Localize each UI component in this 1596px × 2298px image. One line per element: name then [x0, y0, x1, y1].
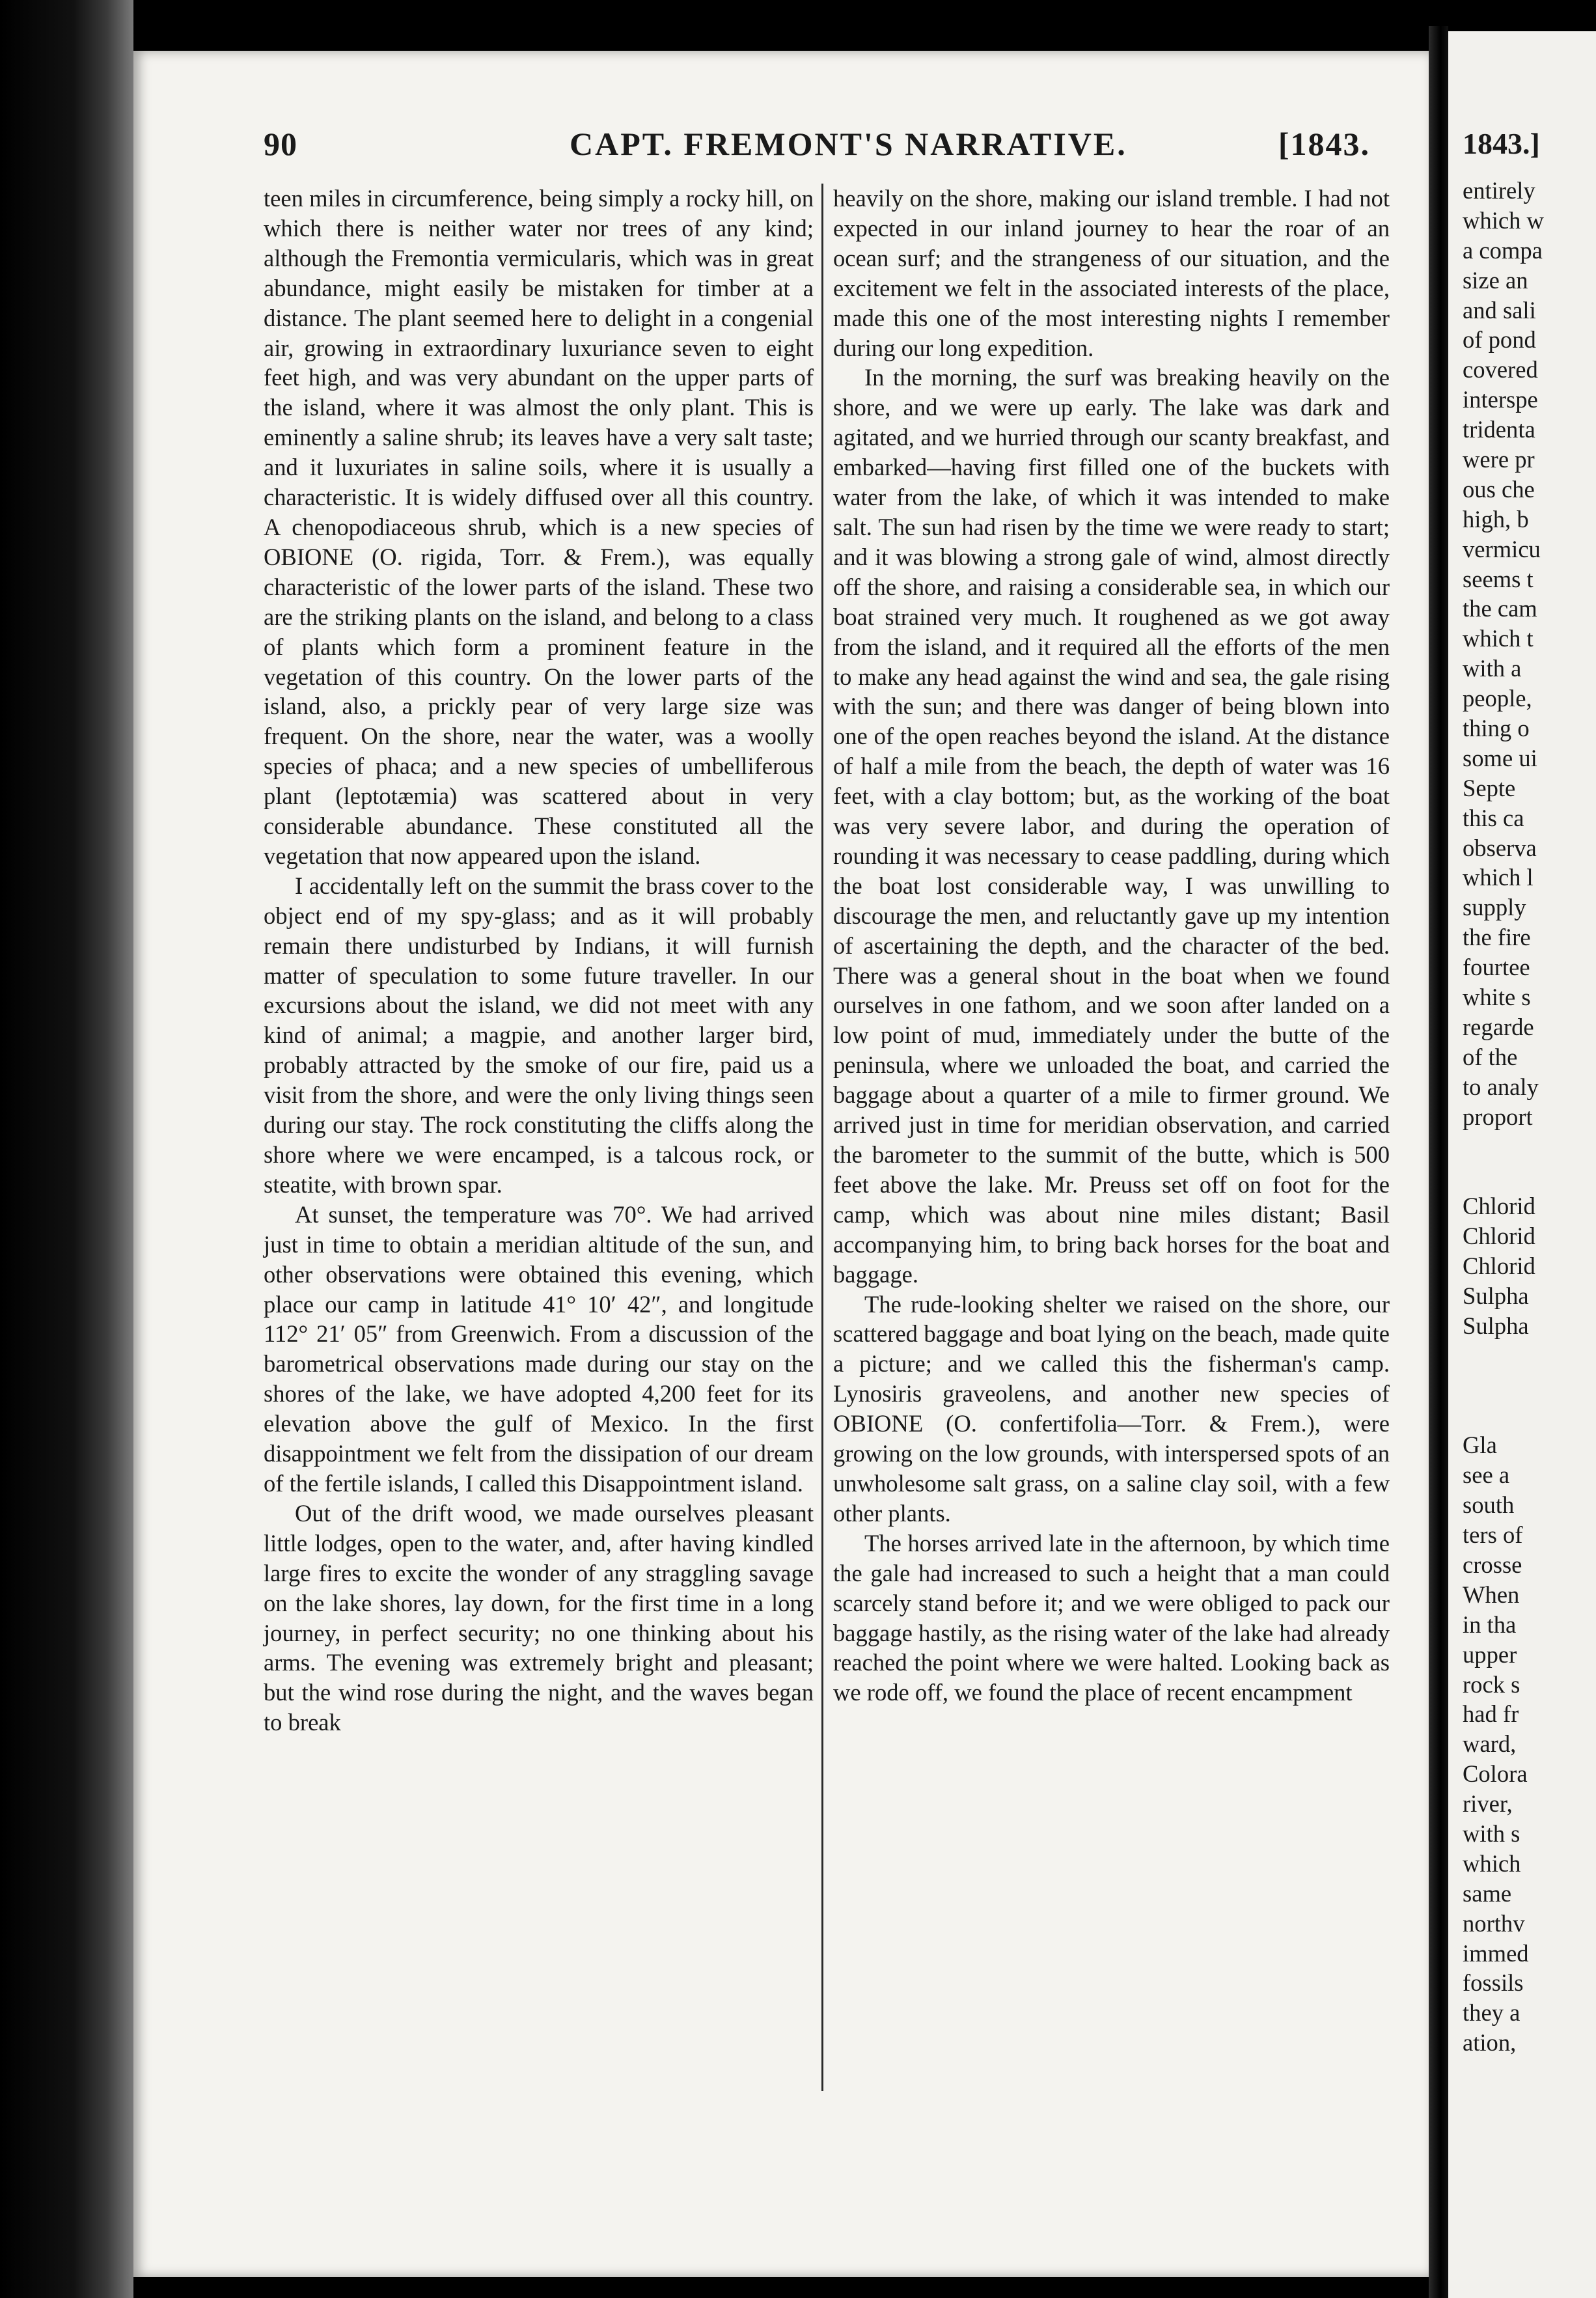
facing-page-line: observa: [1463, 834, 1537, 861]
paragraph: I accidentally left on the summit the brass cover to the object end of my spy-glass; and as it will probably remain there undisturbed by Indians, it will furnish matter of speculation to some future traveller. In our excursions about the island, we did not meet with any kind of animal; a magpie, and another larger bird, probably attracted by the smoke of our fire, paid us a visit from the shore, and were the only living things seen during our stay. The rock constituting the cliffs along the shore where we were encamped, is a talcous rock, or steatite, with brown spar.: [264, 872, 814, 1198]
facing-page-line: [1463, 1132, 1596, 1162]
facing-page-line: this ca: [1463, 804, 1524, 831]
facing-page-line: which w: [1463, 206, 1544, 234]
facing-page-header: 1843.]: [1463, 127, 1540, 160]
running-title: CAPT. FREMONT'S NARRATIVE.: [570, 126, 1127, 162]
facing-page-line: upper: [1463, 1640, 1517, 1668]
facing-page-line: high, b: [1463, 505, 1529, 533]
paragraph: Out of the drift wood, we made ourselves pleasant little lodges, open to the water, and, after having kindled large fires to excite the wonder of any straggling savage on the lake shores, lay down, for the first time in a long journey, in perfect security; no one thinking about his arms. The evening was extremely bright and pleasant; but the wind rose during the night, and the waves began to break: [264, 1499, 814, 1736]
book-gutter: [1429, 26, 1448, 2298]
facing-page-line: covered: [1463, 356, 1538, 383]
facing-page-line: interspe: [1463, 386, 1538, 413]
facing-page-line: [1463, 1371, 1596, 1401]
facing-page-line: in tha: [1463, 1611, 1517, 1638]
facing-page-line: of the: [1463, 1043, 1518, 1070]
facing-page-line: [1463, 1401, 1596, 1431]
scan-border-left: [0, 0, 133, 2298]
facing-page-line: northv: [1463, 1909, 1525, 1937]
paragraph: heavily on the shore, making our island tremble. I had not expected in our inland journey to hear the roar of an ocean surf; and the strangeness of our situation, and the excitement we felt in the associated interests of the place, made this one of the most interesting nights I remember during our long expedition.: [833, 185, 1390, 361]
text-column-left: [264, 184, 814, 2111]
facing-page-line: which t: [1463, 625, 1534, 652]
facing-page-line: Sulpha: [1463, 1282, 1529, 1309]
facing-page-line: Septe: [1463, 774, 1516, 801]
facing-page-line: with s: [1463, 1820, 1520, 1847]
facing-page-line: Colora: [1463, 1760, 1528, 1788]
facing-page-line: immed: [1463, 1939, 1529, 1967]
facing-page-line: a compa: [1463, 236, 1543, 264]
facing-page: [1448, 31, 1596, 2298]
facing-page-line: some ui: [1463, 744, 1537, 771]
facing-page-line: Gla: [1463, 1432, 1497, 1459]
facing-page-line: they a: [1463, 1999, 1520, 2027]
facing-page-line: regarde: [1463, 1013, 1534, 1040]
facing-page-line: were pr: [1463, 446, 1535, 473]
facing-page-line: When: [1463, 1581, 1520, 1608]
facing-page-line: size an: [1463, 266, 1528, 294]
facing-page-line: ward,: [1463, 1730, 1517, 1758]
page-header: [264, 125, 1370, 171]
facing-page-line: tridenta: [1463, 416, 1535, 443]
facing-page-line: and sali: [1463, 296, 1536, 324]
facing-page-line: fossils: [1463, 1969, 1524, 1997]
facing-page-line: had fr: [1463, 1700, 1519, 1728]
facing-page-line: fourtee: [1463, 954, 1530, 981]
facing-page-line: proport: [1463, 1103, 1533, 1130]
facing-page-line: white s: [1463, 984, 1531, 1011]
header-year: [1843.: [1278, 126, 1370, 162]
facing-page-text: [1463, 176, 1596, 2058]
scan-border-top: [0, 0, 1596, 51]
facing-page-line: [1463, 1341, 1596, 1371]
page-number: 90: [264, 126, 297, 162]
facing-page-line: with a: [1463, 655, 1522, 682]
facing-page-line: thing o: [1463, 715, 1530, 742]
facing-page-line: to analy: [1463, 1073, 1539, 1100]
facing-page-line: south: [1463, 1491, 1515, 1519]
paragraph: The rude-looking shelter we raised on the shore, our scattered baggage and boat lying on the beach, made quite a picture; and we called this the fisherman's camp. Lynosiris graveolens, and another new species of OBIONE (O. confertifolia—Torr. & Frem.), were growing on the low grounds, with interspersed spots of an unwholesome salt grass, on a saline clay soil, with a few other plants.: [833, 1290, 1390, 1527]
facing-page-line: Chlorid: [1463, 1253, 1535, 1280]
facing-page-line: the cam: [1463, 595, 1537, 622]
facing-page-line: of pond: [1463, 326, 1536, 353]
facing-page-line: the fire: [1463, 924, 1531, 951]
paragraph: At sunset, the temperature was 70°. We had arrived just in time to obtain a meridian altitude of the sun, and other observations were obtained this evening, which place our camp in latitude 41° 10′ 42″, and longitude 112° 21′ 05″ from Greenwich. From a discussion of the barometrical observations made during our stay on the shores of the lake, we have adopted 4,200 feet for its elevation above the gulf of Mexico. In the first disappointment we felt from the dissipation of our dream of the fertile islands, I called this Disappointment island.: [264, 1200, 814, 1497]
facing-page-line: crosse: [1463, 1551, 1522, 1578]
facing-page-line: rock s: [1463, 1670, 1520, 1698]
facing-page-line: ters of: [1463, 1521, 1523, 1549]
paragraph: teen miles in circumference, being simply a rocky hill, on which there is neither water nor trees of any kind; although the Fremontia vermicularis, which was in great abundance, might easily be mistaken for timber at a distance. The plant seemed here to delight in a congenial air, growing in extraordinary luxuriance seven to eight feet high, and was very abundant on the upper parts of the island, where it was almost the only plant. This is eminently a saline shrub; its leaves have a very salt taste; and it luxuriates in saline soils, where it is usually a characteristic. It is widely diffused over all this country. A chenopodiaceous shrub, which is a new species of OBIONE (O. rigida, Torr. & Frem.), was equally characteristic of the lower parts of the island. These two are the striking plants on the island, and belong to a class of plants which form a prominent feature in the vegetation of this country. On the lower parts of the island, also, a prickly pear of very large size was frequent. On the shore, near the water, was a woolly species of phaca; and a new species of umbelliferous plant (leptotæmia) was scattered about in very considerable abundance. These constituted all the vegetation that now appeared upon the island.: [264, 185, 814, 869]
facing-page-line: river,: [1463, 1790, 1513, 1818]
column-divider: [821, 184, 823, 2091]
facing-page-line: entirely: [1463, 177, 1535, 204]
facing-page-line: Chlorid: [1463, 1223, 1535, 1250]
facing-page-line: which l: [1463, 864, 1534, 891]
facing-page-line: supply: [1463, 894, 1526, 921]
facing-page-line: [1463, 1161, 1596, 1191]
facing-page-line: see a: [1463, 1461, 1510, 1489]
facing-page-line: ous che: [1463, 475, 1535, 503]
paragraph: The horses arrived late in the afternoon, by which time the gale had increased to such a height that a man could scarcely stand before it; and we were obliged to pack our baggage hastily, as the rising water of the lake had already reached the point where we were halted. Looking back as we rode off, we found the place of recent encampment: [833, 1529, 1390, 1706]
facing-page-line: same: [1463, 1879, 1512, 1907]
facing-page-line: people,: [1463, 685, 1532, 712]
paragraph: In the morning, the surf was breaking heavily on the shore, and we were up early. The lake was dark and agitated, and we hurried through our scanty breakfast, and embarked—having first filled one of the buckets with water from the lake, of which it was intended to make salt. The sun had risen by the time we were ready to start; and it was blowing a strong gale of wind, almost directly off the shore, and raising a considerable sea, in which our boat strained very much. It roughened as we got away from the island, and it required all the efforts of the men to make any head against the wind and sea, the gale rising with the sun; and there was danger of being blown into one of the open reaches beyond the island. At the distance of half a mile from the beach, the depth of water was 16 feet, with a clay bottom; but, as the working of the boat was very severe labor, and during the operation of rounding it was necessary to cease paddling, during which the boat lost considerable way, I was unwilling to discourage the men, and reluctantly gave up my intention of ascertaining the depth, and the character of the bed. There was a general shout in the boat when we found ourselves in one fathom, and we soon after landed on a low point of mud, immediately under the butte of the peninsula, where we unloaded the boat, and carried the baggage about a quarter of a mile to firmer ground. We arrived just in time for meridian observation, and carried the barometer to the summit of the butte, which is 500 feet above the lake. Mr. Preuss set off on foot for the camp, which was about nine miles distant; Basil accompanying him, to bring back horses for the boat and baggage.: [833, 364, 1390, 1288]
facing-page-line: Sulpha: [1463, 1312, 1529, 1339]
facing-page-line: Chlorid: [1463, 1193, 1535, 1220]
facing-page-line: ation,: [1463, 2029, 1517, 2056]
facing-page-line: vermicu: [1463, 535, 1541, 562]
text-column-right: [833, 184, 1390, 2111]
facing-page-line: which: [1463, 1849, 1521, 1877]
facing-page-line: seems t: [1463, 565, 1534, 592]
